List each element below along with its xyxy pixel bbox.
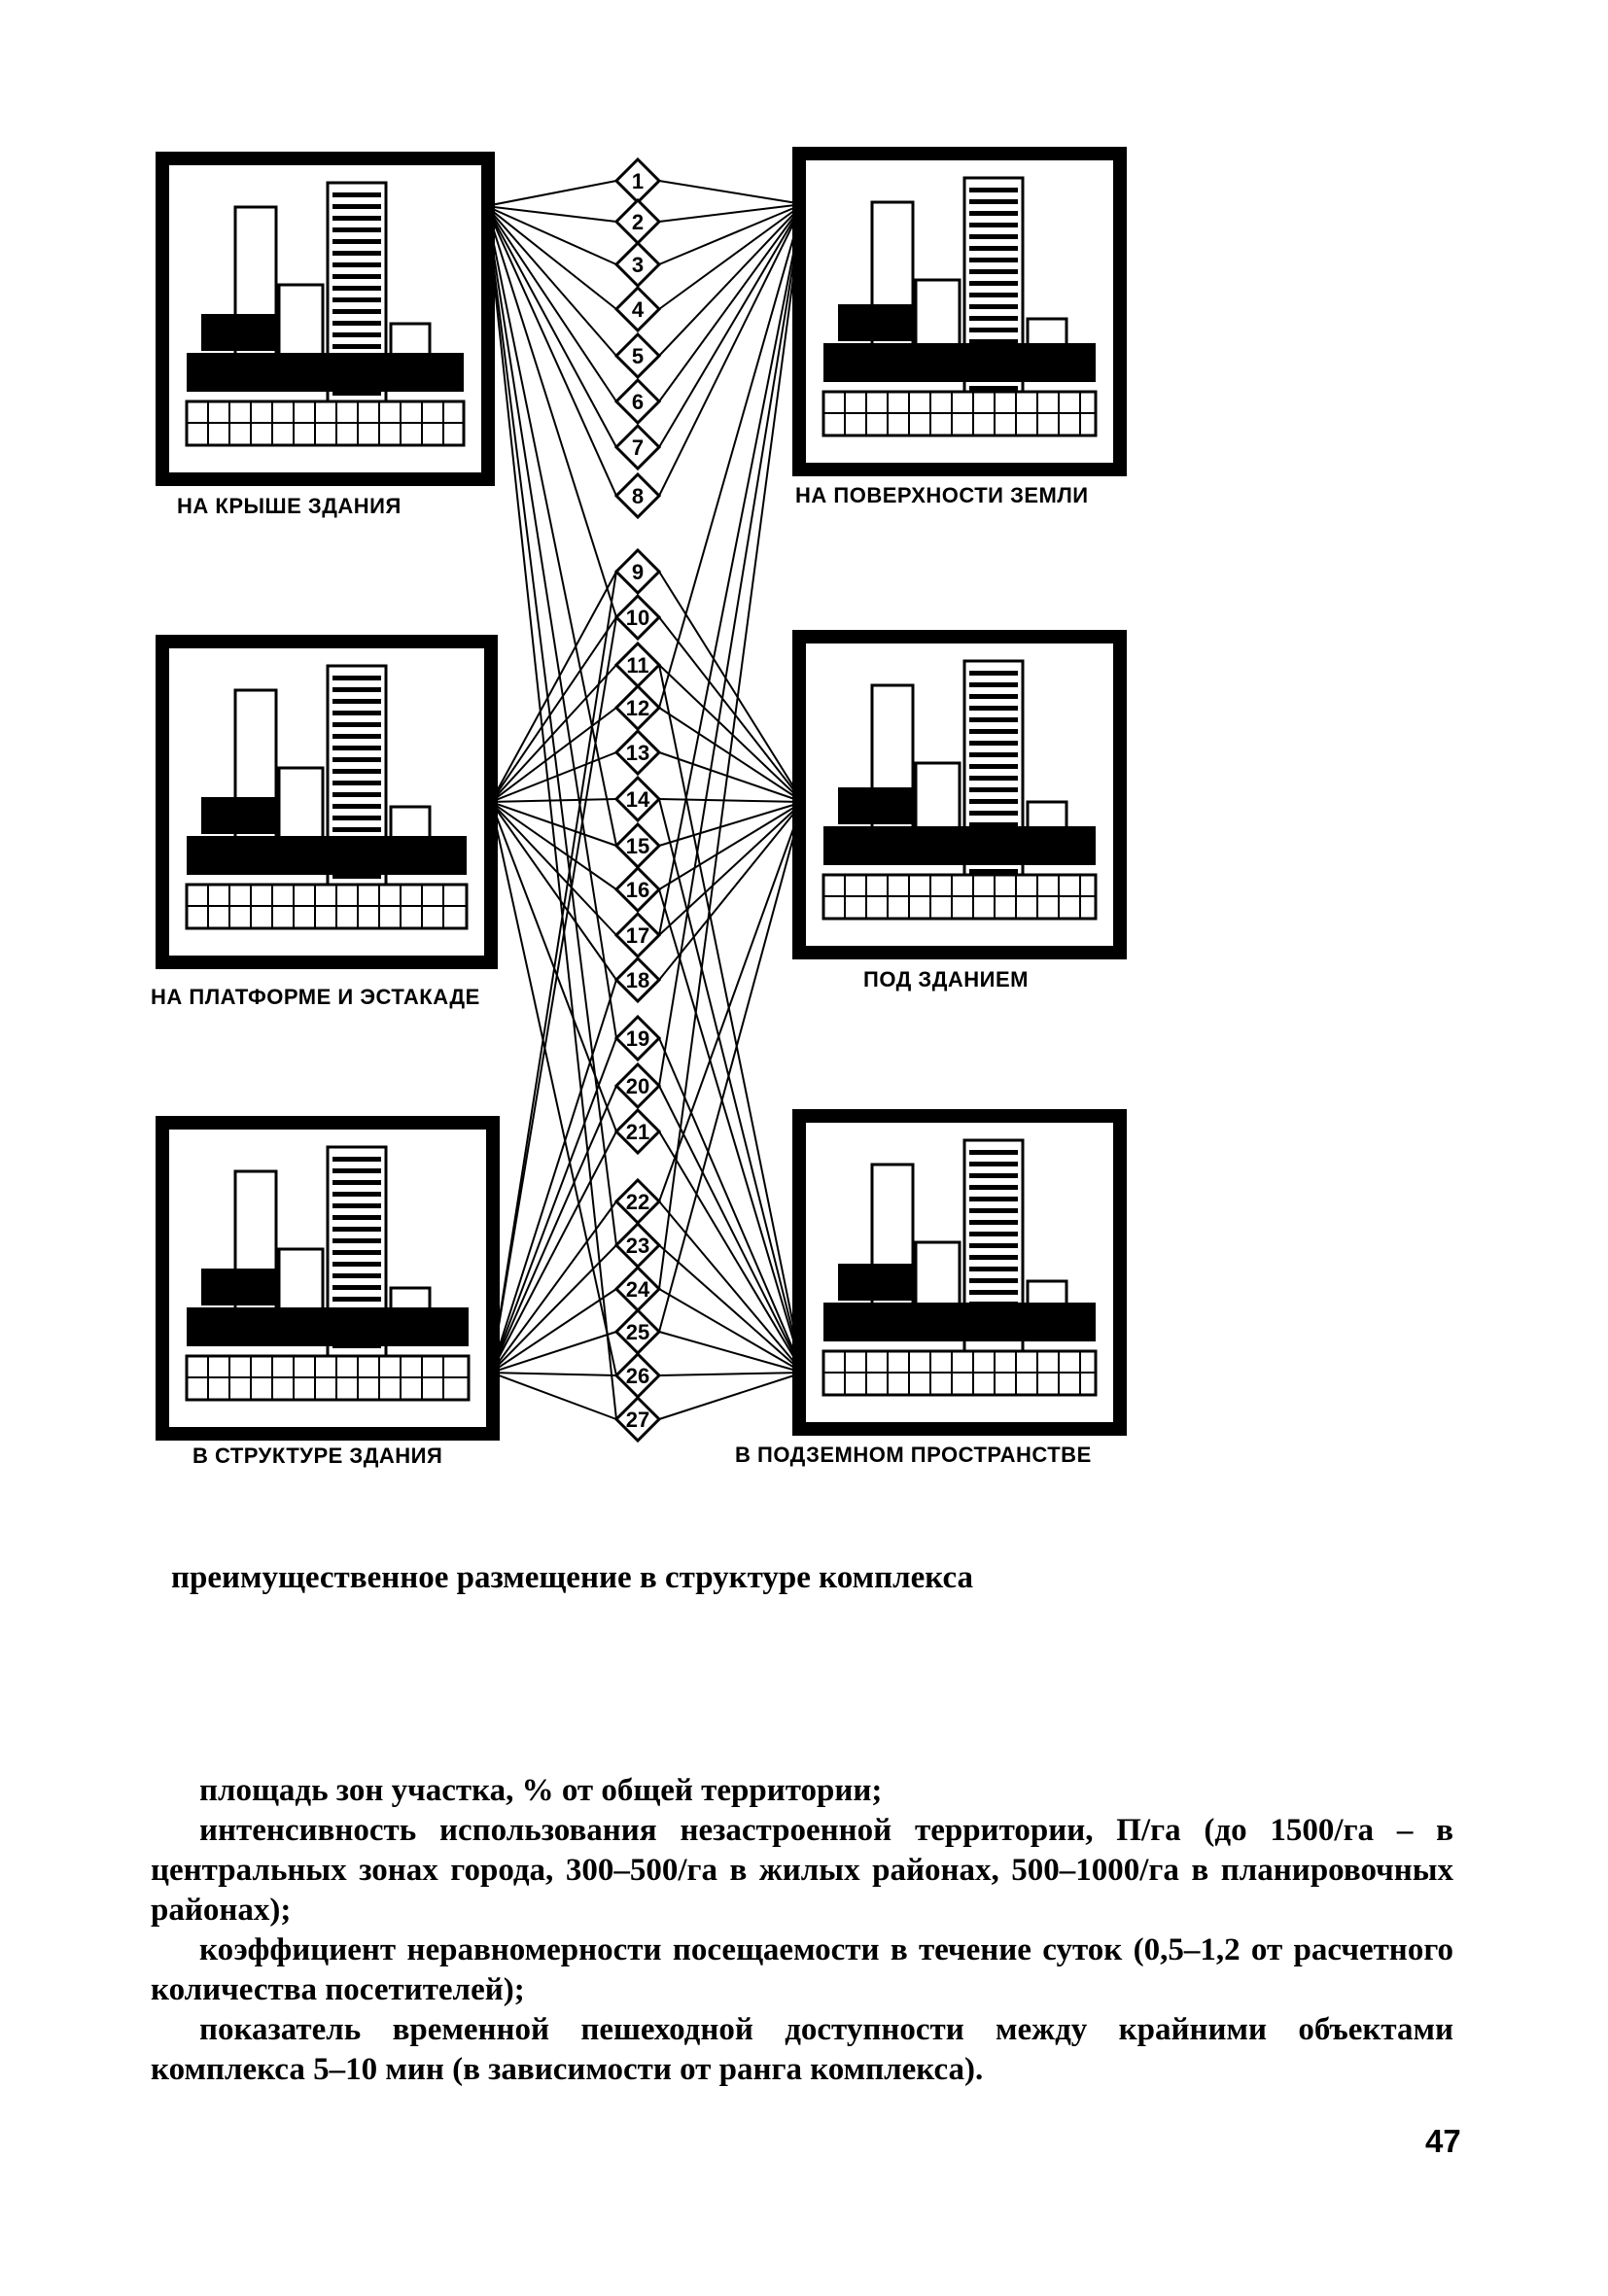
node-7 <box>616 426 659 469</box>
figure-caption: преимущественное размещение в структуре комплекса <box>171 1560 973 1595</box>
connection-line <box>659 1373 803 1375</box>
connection-line <box>491 752 616 802</box>
connection-line <box>659 204 803 496</box>
node-number: 11 <box>626 653 649 678</box>
node-4 <box>616 288 659 330</box>
node-9 <box>616 550 659 593</box>
node-21 <box>616 1110 659 1153</box>
node-17 <box>616 914 659 957</box>
connection-line <box>491 980 616 1373</box>
node-number: 15 <box>625 834 650 858</box>
connection-line <box>491 799 616 802</box>
node-number: 2 <box>631 210 645 234</box>
connection-line <box>486 206 616 309</box>
paragraph: площадь зон участка, % от общей территории; <box>199 1773 883 1808</box>
connection-line <box>659 802 803 889</box>
node-number: 10 <box>625 606 650 630</box>
node-24 <box>616 1268 659 1310</box>
label-ground: НА ПОВЕРХНОСТИ ЗЕМЛИ <box>795 483 1089 507</box>
node-number: 16 <box>625 878 650 902</box>
node-number: 19 <box>625 1026 650 1051</box>
node-number: 17 <box>625 923 650 948</box>
label-underground: В ПОДЗЕМНОМ ПРОСТРАНСТВЕ <box>735 1443 1092 1467</box>
node-number: 23 <box>625 1234 650 1258</box>
node-number: 5 <box>631 344 645 368</box>
node-23 <box>616 1224 659 1267</box>
connection-line <box>486 206 616 1038</box>
node-25 <box>616 1310 659 1353</box>
label-in-structure: В СТРУКТУРЕ ЗДАНИЯ <box>192 1444 443 1468</box>
node-18 <box>616 958 659 1001</box>
node-number: 24 <box>625 1277 650 1302</box>
connection-line <box>659 181 803 204</box>
node-number: 4 <box>631 297 645 322</box>
page-number: 47 <box>1425 2123 1461 2159</box>
paragraph: интенсивность использования незастроенной территории, П/га (до 1500/га – в центральных зонах города, 300–500/га в жилых районах, 500–1000/га в планировочных районах); <box>151 1813 1453 1928</box>
node-number: 18 <box>625 968 650 992</box>
connection-line <box>659 752 803 802</box>
node-2 <box>616 200 659 243</box>
connection-line <box>659 708 803 802</box>
panel-underground <box>799 1116 1120 1429</box>
node-number: 21 <box>625 1120 650 1144</box>
body-text <box>151 1771 1453 2090</box>
node-number: 8 <box>631 484 645 508</box>
node-number: 13 <box>625 741 650 765</box>
label-under-building: ПОД ЗДАНИЕМ <box>863 967 1029 991</box>
connection-line <box>486 206 616 1245</box>
node-number: 20 <box>625 1074 650 1098</box>
panel-in-structure <box>162 1123 493 1434</box>
paragraph: коэффициент неравномерности посещаемости в течение суток (0,5–1,2 от расчетного количества посетителей); <box>151 1932 1453 2007</box>
connection-line <box>659 799 803 802</box>
node-number: 9 <box>631 560 645 584</box>
node-number: 22 <box>625 1190 650 1214</box>
node-14 <box>616 778 659 820</box>
node-number: 7 <box>631 435 645 460</box>
node-5 <box>616 334 659 377</box>
connection-line <box>486 181 616 206</box>
node-20 <box>616 1064 659 1107</box>
node-22 <box>616 1180 659 1223</box>
node-11 <box>616 644 659 686</box>
node-3 <box>616 243 659 286</box>
connection-line <box>491 617 616 802</box>
connection-line <box>659 204 803 1289</box>
paragraph: показатель временной пешеходной доступности между крайними объектами комплекса 5–10 мин (в зависимости от ранга комплекса). <box>151 2012 1453 2087</box>
node-number: 1 <box>631 169 645 193</box>
connection-line <box>491 802 616 1131</box>
node-26 <box>616 1354 659 1397</box>
node-19 <box>616 1017 659 1060</box>
node-number: 12 <box>625 696 650 720</box>
node-12 <box>616 686 659 729</box>
connection-line <box>491 1373 616 1375</box>
connection-line <box>659 204 803 447</box>
connection-line <box>491 1373 616 1419</box>
panel-under-building <box>799 637 1120 953</box>
node-13 <box>616 731 659 774</box>
node-number: 3 <box>631 253 645 277</box>
panel-ground <box>799 154 1120 470</box>
connection-line <box>659 1373 803 1419</box>
node-number: 27 <box>625 1408 650 1432</box>
node-10 <box>616 596 659 639</box>
node-6 <box>616 380 659 423</box>
connection-line <box>659 204 803 935</box>
connection-line <box>491 1086 616 1373</box>
numbered-nodes <box>616 159 659 1441</box>
panel-roof <box>162 158 488 479</box>
node-1 <box>616 159 659 202</box>
connection-line <box>486 206 616 496</box>
panel-platform <box>162 642 491 962</box>
node-number: 6 <box>631 390 645 414</box>
connection-line <box>659 665 803 1373</box>
connection-line <box>491 617 616 1373</box>
node-8 <box>616 474 659 517</box>
node-27 <box>616 1398 659 1441</box>
node-15 <box>616 824 659 867</box>
node-number: 14 <box>625 787 650 812</box>
node-16 <box>616 868 659 911</box>
label-roof: НА КРЫШЕ ЗДАНИЯ <box>177 494 402 518</box>
node-number: 26 <box>625 1364 650 1388</box>
connection-line <box>659 802 803 1201</box>
connection-line <box>491 802 616 889</box>
node-number: 25 <box>625 1320 650 1344</box>
label-platform: НА ПЛАТФОРМЕ И ЭСТАКАДЕ <box>151 985 480 1009</box>
